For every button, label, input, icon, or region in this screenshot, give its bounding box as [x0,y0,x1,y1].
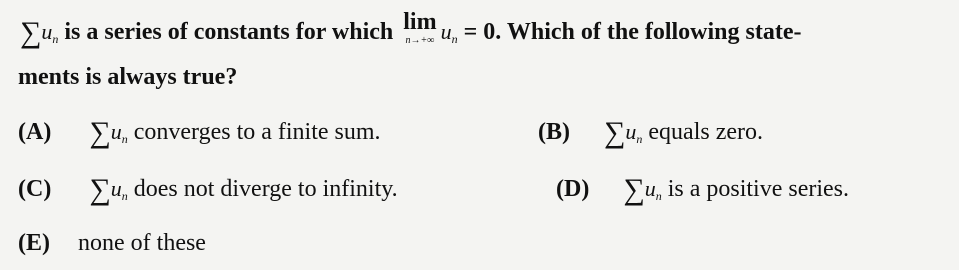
question-line-1 [20,10,802,50]
limit-rhs: = 0 [457,19,496,45]
question-text-a: is a series of constants for which [58,19,400,45]
sigma-symbol: ∑ [20,16,42,49]
question-text-b: . Which of the following state- [495,19,802,45]
series-term: $u_n$ [41,19,59,46]
option-c-text: does not diverge to infinity. [127,176,398,202]
option-d-label: (D) [556,176,590,202]
sigma-symbol: ∑ [604,116,626,149]
option-a-text: converges to a finite sum. [127,119,381,145]
option-d-text: is a positive series. [661,176,850,202]
option-b-text: equals zero. [642,119,763,145]
option-a[interactable] [18,116,381,150]
limit-term: $u_n$ [440,19,458,46]
option-e[interactable] [18,230,206,257]
option-c[interactable] [18,173,398,207]
option-d[interactable] [556,173,849,207]
option-e-label: (E) [18,230,50,256]
series-term: $u_n$ [644,176,662,203]
option-c-label: (C) [18,176,52,202]
series-term: $u_n$ [110,119,128,146]
option-b[interactable] [538,116,763,150]
sigma-symbol: ∑ [89,173,111,206]
series-term: $u_n$ [110,176,128,203]
sigma-symbol: ∑ [89,116,111,149]
question-text-c: ments is always true? [18,64,238,90]
option-a-label: (A) [18,119,52,145]
option-b-label: (B) [538,119,570,145]
sigma-symbol: ∑ [623,173,645,206]
series-term: $u_n$ [625,119,643,146]
question-line-2 [18,64,237,91]
option-e-text: none of these [78,230,206,256]
limit-expression: lim n→+∞ [403,9,437,46]
